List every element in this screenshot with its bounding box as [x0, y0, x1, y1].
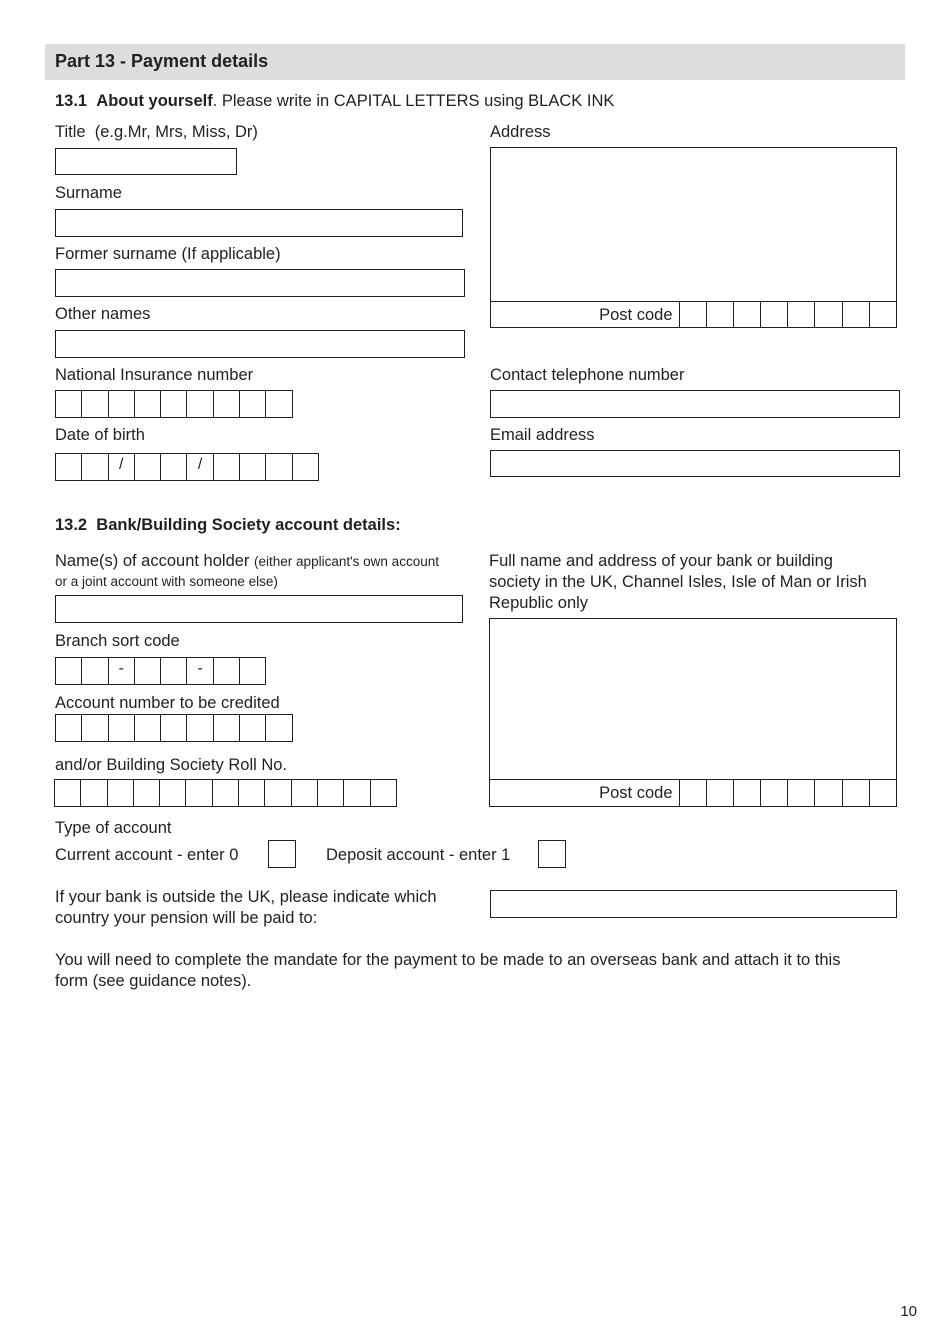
roll-number-cell[interactable]	[291, 779, 318, 807]
roll-number-cell[interactable]	[80, 779, 107, 807]
dob-cell[interactable]	[239, 453, 266, 481]
email-input[interactable]	[490, 450, 900, 477]
postcode-cell[interactable]	[842, 302, 869, 327]
dob-boxes	[55, 453, 319, 481]
roll-number-cell[interactable]	[185, 779, 212, 807]
postcode-cell[interactable]	[869, 302, 896, 327]
title-label-text: Title	[55, 123, 86, 141]
postcode-cell[interactable]	[814, 780, 841, 806]
account-holder-note: (either applicant's own account	[254, 554, 439, 569]
account-number-cell[interactable]	[134, 714, 161, 742]
account-holder-label-text: Name(s) of account holder	[55, 552, 250, 570]
roll-number-cell[interactable]	[370, 779, 397, 807]
ni-cell[interactable]	[55, 390, 82, 418]
section-13-2-heading	[55, 516, 401, 535]
former-surname-label: Former surname (If applicable)	[55, 245, 281, 263]
ni-cell[interactable]	[160, 390, 187, 418]
dob-separator: /	[197, 456, 203, 473]
sort-code-cell[interactable]	[134, 657, 161, 685]
deposit-account-label: Deposit account - enter 1	[326, 846, 511, 864]
roll-number-cell[interactable]	[54, 779, 81, 807]
dob-separator: /	[119, 456, 124, 473]
account-number-cell[interactable]	[186, 714, 213, 742]
ni-cell[interactable]	[239, 390, 266, 418]
bank-address-input[interactable]	[489, 618, 897, 780]
account-number-boxes	[55, 714, 293, 742]
sort-code-separator-cell	[108, 657, 135, 685]
account-number-label: Account number to be credited	[55, 694, 280, 712]
current-account-checkbox[interactable]	[268, 840, 296, 868]
address-label: Address	[490, 123, 551, 141]
sort-code-separator-cell	[186, 657, 213, 685]
email-label: Email address	[490, 426, 595, 444]
dob-cell[interactable]	[81, 453, 108, 481]
roll-number-label: and/or Building Society Roll No.	[55, 756, 288, 774]
roll-number-cell[interactable]	[264, 779, 291, 807]
dob-cell[interactable]	[213, 453, 240, 481]
current-account-label: Current account - enter 0	[55, 846, 239, 864]
overseas-label-line-1: If your bank is outside the UK, please indicate which	[55, 888, 437, 906]
sort-code-cell[interactable]	[239, 657, 266, 685]
roll-number-cell[interactable]	[133, 779, 160, 807]
account-number-cell[interactable]	[81, 714, 108, 742]
postcode-cell[interactable]	[869, 780, 896, 806]
postcode-cell[interactable]	[706, 302, 733, 327]
postcode-cell[interactable]	[733, 780, 760, 806]
phone-input[interactable]	[490, 390, 900, 418]
section-title: Bank/Building Society account details:	[96, 516, 401, 534]
section-13-1-heading	[55, 92, 614, 111]
sort-code-cell[interactable]	[55, 657, 82, 685]
address-input[interactable]	[490, 147, 897, 302]
postcode-cell[interactable]	[679, 302, 706, 327]
ni-cell[interactable]	[186, 390, 213, 418]
sort-code-separator: -	[118, 660, 124, 677]
roll-number-cell[interactable]	[107, 779, 134, 807]
ni-cell[interactable]	[213, 390, 240, 418]
section-number: 13.1	[55, 92, 88, 110]
overseas-country-input[interactable]	[490, 890, 897, 918]
account-number-cell[interactable]	[213, 714, 240, 742]
postcode-cell[interactable]	[760, 780, 787, 806]
roll-number-cell[interactable]	[159, 779, 186, 807]
dob-separator-cell	[108, 453, 135, 481]
section-title: About yourself	[96, 92, 213, 110]
account-holder-label	[55, 551, 439, 572]
surname-input[interactable]	[55, 209, 463, 237]
postcode-cell[interactable]	[733, 302, 760, 327]
roll-number-boxes	[54, 779, 397, 807]
dob-cell[interactable]	[265, 453, 292, 481]
overseas-label-line-2: country your pension will be paid to:	[55, 909, 318, 927]
page-number: 10	[900, 1303, 917, 1320]
account-number-cell[interactable]	[239, 714, 266, 742]
dob-cell[interactable]	[55, 453, 82, 481]
sort-code-separator: -	[197, 660, 203, 677]
other-names-label: Other names	[55, 305, 151, 323]
title-hint: (e.g.Mr, Mrs, Miss, Dr)	[94, 123, 258, 141]
postcode-cell[interactable]	[706, 780, 733, 806]
sort-code-cell[interactable]	[213, 657, 240, 685]
account-number-cell[interactable]	[160, 714, 187, 742]
bank-postcode-row	[489, 779, 897, 807]
postcode-cell[interactable]	[760, 302, 787, 327]
account-number-cell[interactable]	[55, 714, 82, 742]
ni-cell[interactable]	[265, 390, 292, 418]
ni-number-boxes	[55, 390, 293, 418]
dob-cell[interactable]	[134, 453, 161, 481]
phone-label: Contact telephone number	[490, 366, 685, 384]
address-postcode-row	[490, 301, 897, 328]
bank-address-label-line-3: Republic only	[489, 594, 589, 612]
postcode-label: Post code	[599, 784, 673, 802]
deposit-account-checkbox[interactable]	[538, 840, 566, 868]
roll-number-cell[interactable]	[317, 779, 344, 807]
dob-cell[interactable]	[160, 453, 187, 481]
surname-label: Surname	[55, 184, 122, 202]
mandate-note-line-1: You will need to complete the mandate for the payment to be made to an overseas bank and attach it to this	[55, 951, 841, 969]
section-instruction: . Please write in CAPITAL LETTERS using BLACK INK	[212, 92, 615, 110]
postcode-cell[interactable]	[787, 302, 814, 327]
roll-number-cell[interactable]	[343, 779, 370, 807]
sort-code-cell[interactable]	[81, 657, 108, 685]
postcode-cell[interactable]	[679, 780, 706, 806]
mandate-note-line-2: form (see guidance notes).	[55, 972, 252, 990]
former-surname-input[interactable]	[55, 269, 465, 297]
ni-cell[interactable]	[134, 390, 161, 418]
account-holder-note-2: or a joint account with someone else)	[55, 574, 278, 589]
bank-address-label-line-2: society in the UK, Channel Isles, Isle of Man or Irish	[489, 573, 867, 591]
account-number-cell[interactable]	[265, 714, 292, 742]
ni-cell[interactable]	[81, 390, 108, 418]
section-number: 13.2	[55, 516, 88, 534]
roll-number-cell[interactable]	[238, 779, 265, 807]
dob-separator-cell	[186, 453, 213, 481]
sort-code-cell[interactable]	[160, 657, 187, 685]
ni-label: National Insurance number	[55, 366, 254, 384]
postcode-label: Post code	[599, 306, 673, 324]
title-input[interactable]	[55, 148, 237, 175]
dob-label: Date of birth	[55, 426, 145, 444]
account-number-cell[interactable]	[108, 714, 135, 742]
title-label	[55, 122, 258, 142]
sort-code-boxes	[55, 657, 266, 685]
other-names-input[interactable]	[55, 330, 465, 358]
ni-cell[interactable]	[108, 390, 135, 418]
roll-number-cell[interactable]	[212, 779, 239, 807]
dob-cell[interactable]	[292, 453, 319, 481]
postcode-cell[interactable]	[842, 780, 869, 806]
account-type-label: Type of account	[55, 819, 172, 837]
bank-address-label-line-1: Full name and address of your bank or building	[489, 552, 833, 570]
postcode-cell[interactable]	[787, 780, 814, 806]
sort-code-label: Branch sort code	[55, 632, 180, 650]
page-title: Part 13 - Payment details	[55, 51, 269, 71]
postcode-cell[interactable]	[814, 302, 841, 327]
account-holder-input[interactable]	[55, 595, 463, 623]
